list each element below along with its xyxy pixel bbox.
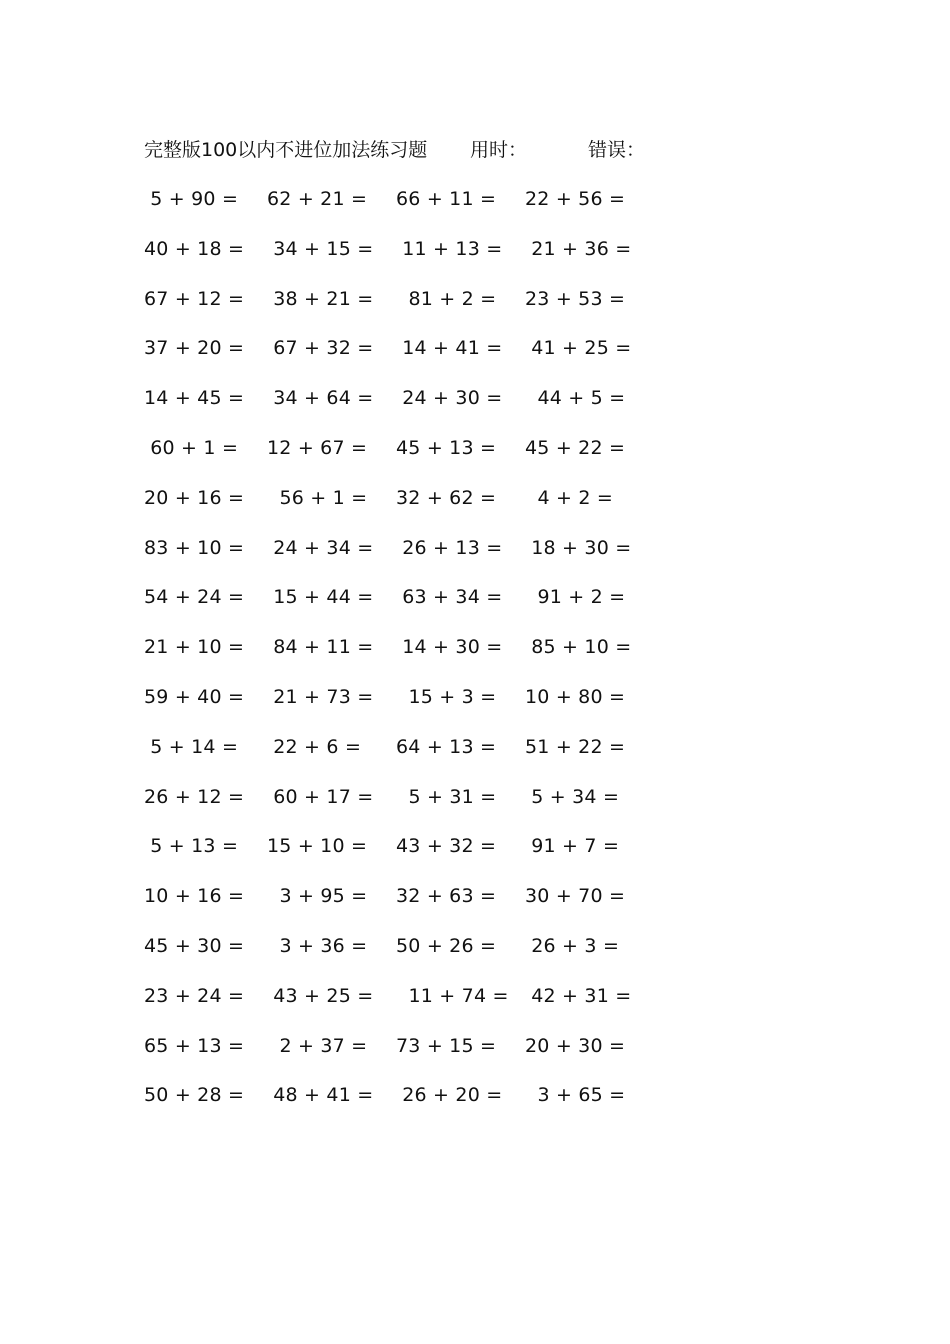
problem-item: 24 + 30 = xyxy=(396,387,503,410)
problem-row xyxy=(0,534,950,584)
worksheet-title: 完整版100以内不进位加法练习题 xyxy=(144,139,428,161)
problem-item: 5 + 90 = xyxy=(144,188,239,210)
problem-item: 38 + 21 = xyxy=(267,287,374,310)
problem-row xyxy=(0,832,950,882)
problem-row xyxy=(0,882,950,932)
problem-item: 20 + 16 = xyxy=(144,486,245,509)
problem-item: 56 + 1 = xyxy=(267,486,368,509)
problem-row xyxy=(0,982,950,1032)
problem-item: 32 + 62 = xyxy=(396,486,497,509)
problem-item: 64 + 13 = xyxy=(396,735,497,758)
problem-item: 84 + 11 = xyxy=(267,636,374,659)
problem-item: 45 + 22 = xyxy=(525,436,626,459)
problem-row xyxy=(0,334,950,384)
problem-item: 23 + 24 = xyxy=(144,984,245,1007)
problem-item: 30 + 70 = xyxy=(525,885,626,908)
problem-grid xyxy=(0,185,950,1131)
problem-item: 67 + 32 = xyxy=(267,337,374,360)
problem-item: 4 + 2 = xyxy=(525,486,614,509)
problem-row xyxy=(0,434,950,484)
problem-item: 67 + 12 = xyxy=(144,287,245,310)
problem-item: 43 + 25 = xyxy=(267,984,374,1007)
problem-item: 81 + 2 = xyxy=(396,287,497,310)
problem-row xyxy=(0,285,950,335)
problem-item: 51 + 22 = xyxy=(525,735,626,758)
problem-item: 54 + 24 = xyxy=(144,586,245,609)
worksheet-header xyxy=(144,136,704,164)
problem-item: 21 + 10 = xyxy=(144,636,245,659)
problem-row xyxy=(0,484,950,534)
problem-row xyxy=(0,384,950,434)
problem-item: 32 + 63 = xyxy=(396,885,497,908)
problem-item: 15 + 10 = xyxy=(267,835,368,858)
problem-item: 50 + 26 = xyxy=(396,934,497,957)
time-used-label: 用时： xyxy=(470,139,528,161)
problem-item: 3 + 95 = xyxy=(267,885,368,908)
problem-item: 44 + 5 = xyxy=(525,387,626,410)
problem-item: 23 + 53 = xyxy=(525,287,626,310)
problem-row xyxy=(0,583,950,633)
problem-item: 26 + 13 = xyxy=(396,536,503,559)
problem-item: 48 + 41 = xyxy=(267,1084,374,1107)
problem-item: 5 + 14 = xyxy=(144,735,239,758)
problem-row xyxy=(0,783,950,833)
problem-item: 26 + 12 = xyxy=(144,785,245,808)
problem-item: 40 + 18 = xyxy=(144,237,245,260)
problem-item: 45 + 13 = xyxy=(396,436,497,459)
problem-item: 42 + 31 = xyxy=(525,984,632,1007)
problem-item: 43 + 32 = xyxy=(396,835,497,858)
problem-item: 59 + 40 = xyxy=(144,685,245,708)
problem-item: 45 + 30 = xyxy=(144,934,245,957)
problem-item: 34 + 15 = xyxy=(267,237,374,260)
problem-row xyxy=(0,633,950,683)
problem-item: 21 + 73 = xyxy=(267,685,374,708)
problem-item: 14 + 45 = xyxy=(144,387,245,410)
problem-item: 10 + 16 = xyxy=(144,885,245,908)
problem-item: 37 + 20 = xyxy=(144,337,245,360)
problem-item: 66 + 11 = xyxy=(396,188,497,210)
problem-item: 24 + 34 = xyxy=(267,536,374,559)
problem-row xyxy=(0,683,950,733)
problem-item: 73 + 15 = xyxy=(396,1034,497,1057)
problem-item: 11 + 13 = xyxy=(396,237,503,260)
problem-item: 15 + 3 = xyxy=(396,685,497,708)
problem-row xyxy=(0,185,950,235)
problem-item: 83 + 10 = xyxy=(144,536,245,559)
problem-item: 91 + 7 = xyxy=(525,835,620,858)
problem-item: 85 + 10 = xyxy=(525,636,632,659)
problem-item: 3 + 36 = xyxy=(267,934,368,957)
problem-row xyxy=(0,1081,950,1131)
problem-item: 60 + 1 = xyxy=(144,436,239,459)
problem-item: 26 + 3 = xyxy=(525,934,620,957)
problem-item: 14 + 30 = xyxy=(396,636,503,659)
problem-item: 20 + 30 = xyxy=(525,1034,626,1057)
problem-item: 22 + 6 = xyxy=(267,735,362,758)
problem-row xyxy=(0,733,950,783)
problem-item: 22 + 56 = xyxy=(525,188,626,210)
problem-item: 26 + 20 = xyxy=(396,1084,503,1107)
problem-item: 2 + 37 = xyxy=(267,1034,368,1057)
problem-item: 5 + 31 = xyxy=(396,785,497,808)
problem-item: 11 + 74 = xyxy=(396,984,509,1007)
problem-row xyxy=(0,932,950,982)
problem-item: 5 + 34 = xyxy=(525,785,620,808)
problem-item: 21 + 36 = xyxy=(525,237,632,260)
problem-item: 15 + 44 = xyxy=(267,586,374,609)
problem-item: 3 + 65 = xyxy=(525,1084,626,1107)
problem-item: 14 + 41 = xyxy=(396,337,503,360)
problem-item: 50 + 28 = xyxy=(144,1084,245,1107)
problem-item: 63 + 34 = xyxy=(396,586,503,609)
problem-item: 62 + 21 = xyxy=(267,188,368,210)
error-count-label: 错误： xyxy=(588,139,646,161)
problem-item: 10 + 80 = xyxy=(525,685,626,708)
problem-item: 18 + 30 = xyxy=(525,536,632,559)
problem-row xyxy=(0,235,950,285)
problem-item: 60 + 17 = xyxy=(267,785,374,808)
problem-item: 34 + 64 = xyxy=(267,387,374,410)
problem-item: 41 + 25 = xyxy=(525,337,632,360)
problem-row xyxy=(0,1032,950,1082)
problem-item: 91 + 2 = xyxy=(525,586,626,609)
problem-item: 12 + 67 = xyxy=(267,436,368,459)
problem-item: 5 + 13 = xyxy=(144,835,239,858)
problem-item: 65 + 13 = xyxy=(144,1034,245,1057)
